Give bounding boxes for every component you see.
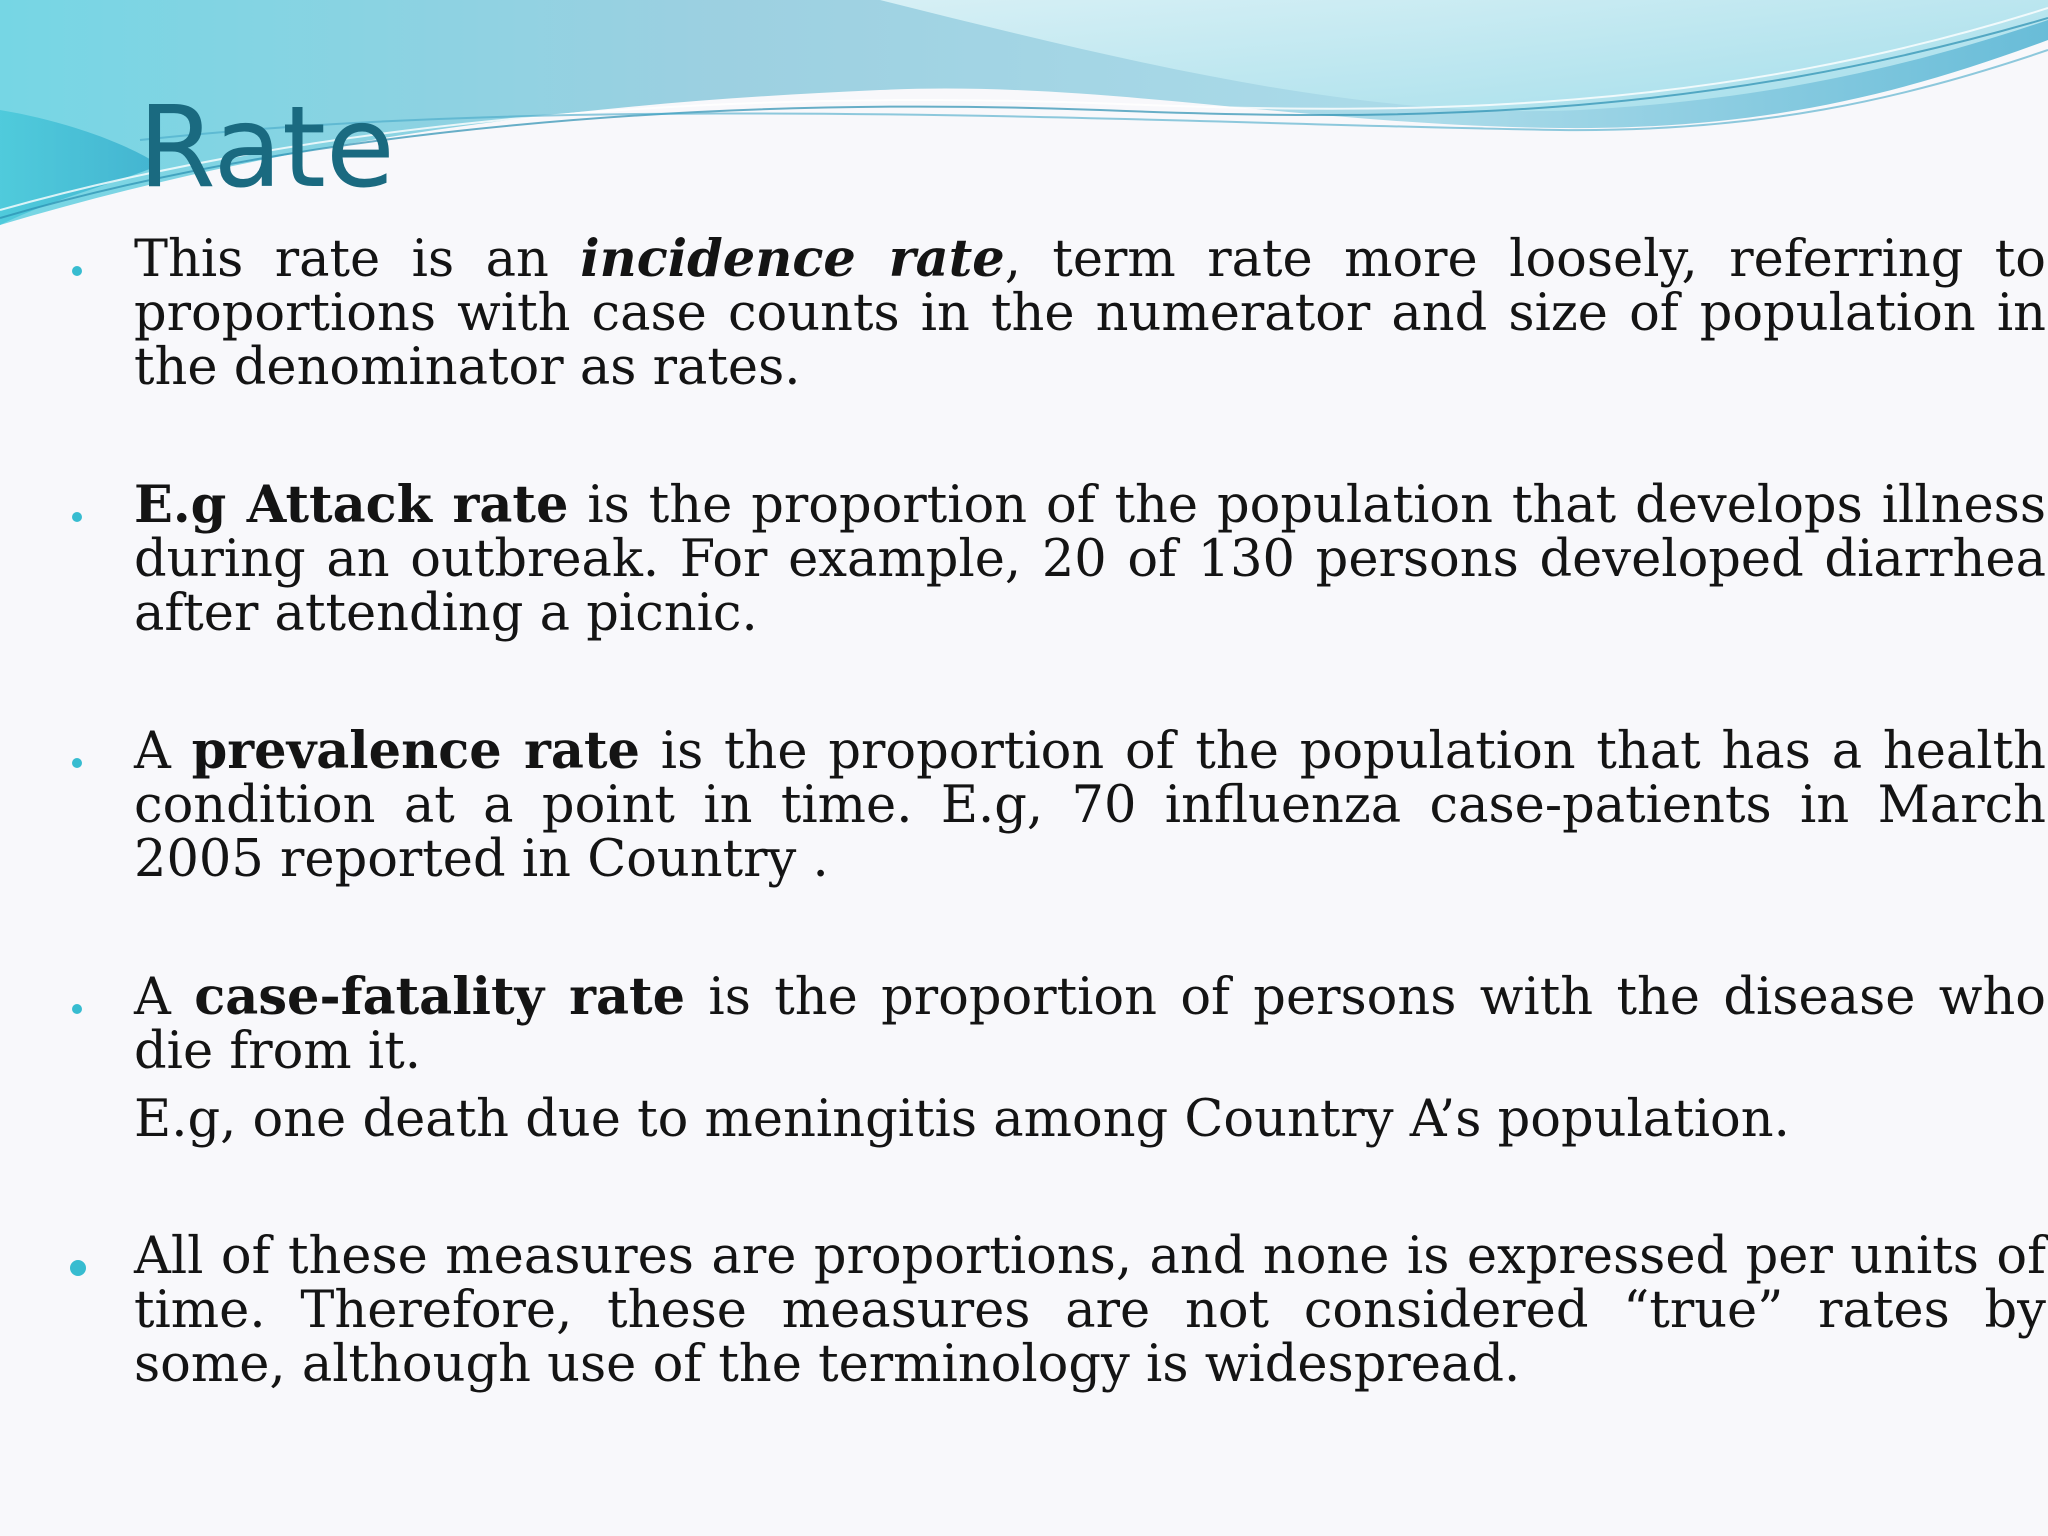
bullet-text-body: is the proportion of the population that develops illness during an outbreak. For example, 20 of 130 persons developed diarrhea after attending a picnic.: [134, 476, 2046, 643]
bullet-dot-icon: [72, 266, 82, 276]
bullet-text-body: , term rate more loosely, referring to proportions with case counts in the numerator and size of population in the denominator as rates.: [134, 230, 2047, 397]
bullet-text-body: is the proportion of the population that has a health condition at a point in time. E.g, 70 influenza case-patients in March 2005 reported in Country .: [134, 722, 2046, 889]
bullet-text-body: All of these measures are proportions, and none is expressed per units of time. Therefore, these measures are not considered “true” rates by some, although use of the terminology is widespread.: [134, 1227, 2046, 1394]
bullet-term-incidence-rate: incidence rate: [580, 229, 1005, 289]
bullet-text: [134, 967, 2047, 1081]
bullet-text-body: is the proportion of persons with the disease who die from it.: [134, 968, 2047, 1081]
bullet-text-lead: A: [134, 722, 192, 781]
bullet-term-prevalence-rate: prevalence rate: [191, 721, 640, 781]
bullet-text: [134, 721, 2046, 889]
bullet-term-attack-rate: E.g Attack rate: [134, 475, 569, 535]
bullet-term-case-fatality-rate: case-fatality rate: [194, 967, 686, 1027]
bullet-example-text: E.g, one death due to meningitis among Country A’s population.: [134, 1090, 1790, 1149]
bullet-text: [134, 229, 2047, 397]
bullet-text: [134, 475, 2046, 643]
bullet-dot-icon: [72, 1004, 82, 1014]
bullet-text: [134, 1227, 2046, 1394]
bullet-text-lead: This rate is an: [134, 230, 581, 289]
bullet-text-lead: A: [134, 968, 195, 1027]
slide-title: Rate: [138, 83, 395, 213]
bullet-dot-icon: [72, 512, 82, 522]
bullet-dot-icon: [72, 758, 82, 768]
bullet-dot-icon: [70, 1260, 86, 1276]
